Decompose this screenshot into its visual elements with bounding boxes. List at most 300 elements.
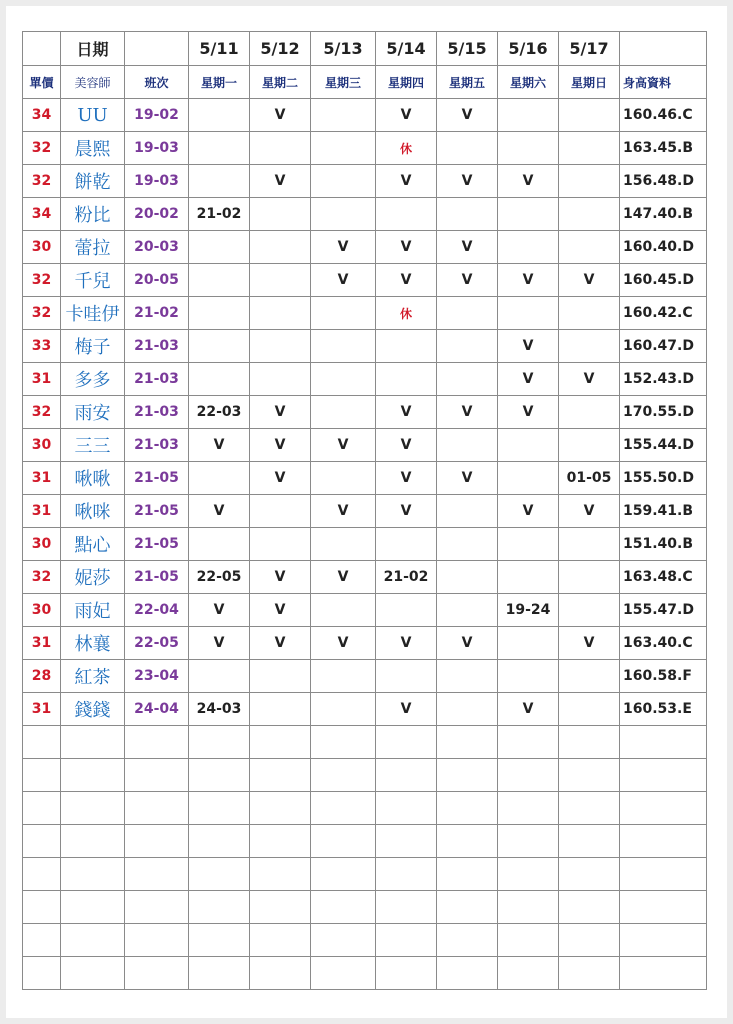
- date-title: 日期: [61, 32, 125, 66]
- empty-cell: [559, 924, 620, 957]
- weekday-cell: 星期一: [189, 66, 250, 99]
- day-cell: V: [376, 462, 437, 495]
- day-cell: [559, 693, 620, 726]
- day-cell: [498, 231, 559, 264]
- table-row: [23, 495, 707, 528]
- empty-cell: [620, 726, 707, 759]
- day-cell: 休: [376, 297, 437, 330]
- day-cell: V: [311, 495, 376, 528]
- empty-row: [23, 924, 707, 957]
- empty-cell: [23, 726, 61, 759]
- day-cell: V: [250, 99, 311, 132]
- empty-cell: [311, 726, 376, 759]
- shift-cell: 21-03: [125, 396, 189, 429]
- empty-cell: [23, 891, 61, 924]
- beautician-name: 三三: [61, 429, 125, 462]
- day-cell: V: [189, 495, 250, 528]
- day-cell: V: [250, 462, 311, 495]
- day-cell: [559, 528, 620, 561]
- empty-cell: [498, 759, 559, 792]
- height-cell: 160.40.D: [620, 231, 707, 264]
- empty-cell: [189, 759, 250, 792]
- empty-cell: [311, 858, 376, 891]
- price-cell: 32: [23, 165, 61, 198]
- day-cell: V: [559, 627, 620, 660]
- day-cell: [250, 330, 311, 363]
- day-cell: V: [376, 627, 437, 660]
- day-cell: V: [376, 693, 437, 726]
- empty-row: [23, 858, 707, 891]
- day-cell: [437, 429, 498, 462]
- beautician-name: 點心: [61, 528, 125, 561]
- day-cell: V: [437, 99, 498, 132]
- day-cell: [559, 330, 620, 363]
- beautician-name: UU: [61, 99, 125, 132]
- day-cell: [189, 99, 250, 132]
- day-cell: [376, 330, 437, 363]
- table-row: [23, 198, 707, 231]
- empty-cell: [61, 825, 125, 858]
- empty-cell: [125, 957, 189, 990]
- price-cell: 34: [23, 198, 61, 231]
- day-cell: [498, 198, 559, 231]
- day-cell: V: [498, 693, 559, 726]
- day-cell: [311, 462, 376, 495]
- day-cell: [311, 165, 376, 198]
- day-cell: [559, 429, 620, 462]
- empty-cell: [125, 726, 189, 759]
- day-cell: [498, 297, 559, 330]
- price-cell: 30: [23, 528, 61, 561]
- empty-cell: [437, 957, 498, 990]
- weekday-header-row: [23, 66, 707, 99]
- shift-cell: 21-05: [125, 528, 189, 561]
- empty-cell: [437, 924, 498, 957]
- empty-cell: [437, 858, 498, 891]
- day-cell: [559, 297, 620, 330]
- day-cell: V: [311, 429, 376, 462]
- empty-cell: [620, 792, 707, 825]
- price-cell: 31: [23, 693, 61, 726]
- shift-cell: 24-04: [125, 693, 189, 726]
- day-cell: V: [437, 264, 498, 297]
- day-cell: V: [311, 627, 376, 660]
- table-row: [23, 99, 707, 132]
- price-cell: 30: [23, 429, 61, 462]
- date-cell: 5/13: [311, 32, 376, 66]
- price-cell: 31: [23, 462, 61, 495]
- blank-header-cell: [125, 32, 189, 66]
- beautician-name: 晨熙: [61, 132, 125, 165]
- corner-cell: [23, 32, 61, 66]
- schedule-table: [22, 31, 707, 990]
- empty-cell: [620, 825, 707, 858]
- day-cell: V: [376, 495, 437, 528]
- day-cell: V: [498, 363, 559, 396]
- day-cell: V: [559, 264, 620, 297]
- day-cell: 01-05: [559, 462, 620, 495]
- empty-cell: [437, 792, 498, 825]
- day-cell: V: [311, 264, 376, 297]
- day-cell: [437, 297, 498, 330]
- price-cell: 32: [23, 561, 61, 594]
- day-cell: [559, 165, 620, 198]
- day-cell: 22-03: [189, 396, 250, 429]
- day-cell: [376, 198, 437, 231]
- day-cell: [559, 99, 620, 132]
- empty-cell: [189, 891, 250, 924]
- day-cell: V: [376, 429, 437, 462]
- day-cell: [250, 264, 311, 297]
- price-cell: 32: [23, 264, 61, 297]
- empty-cell: [189, 858, 250, 891]
- empty-cell: [559, 957, 620, 990]
- name-header: 美容師: [61, 66, 125, 99]
- weekday-cell: 星期四: [376, 66, 437, 99]
- beautician-name: 梅子: [61, 330, 125, 363]
- day-cell: [498, 561, 559, 594]
- empty-cell: [311, 891, 376, 924]
- empty-cell: [23, 858, 61, 891]
- empty-cell: [189, 924, 250, 957]
- schedule-sheet: [6, 6, 727, 1018]
- day-cell: [250, 198, 311, 231]
- table-row: [23, 693, 707, 726]
- empty-cell: [61, 792, 125, 825]
- day-cell: V: [250, 594, 311, 627]
- day-cell: V: [250, 396, 311, 429]
- day-cell: V: [311, 561, 376, 594]
- empty-cell: [250, 957, 311, 990]
- empty-cell: [61, 957, 125, 990]
- empty-cell: [620, 891, 707, 924]
- empty-cell: [23, 924, 61, 957]
- empty-cell: [498, 858, 559, 891]
- empty-cell: [189, 825, 250, 858]
- day-cell: [189, 462, 250, 495]
- empty-cell: [250, 891, 311, 924]
- empty-row: [23, 825, 707, 858]
- day-cell: [437, 561, 498, 594]
- date-cell-sunday: 5/17: [559, 32, 620, 66]
- day-cell: V: [250, 165, 311, 198]
- day-cell: [498, 429, 559, 462]
- price-cell: 28: [23, 660, 61, 693]
- height-cell: 163.48.C: [620, 561, 707, 594]
- weekday-cell: 星期五: [437, 66, 498, 99]
- empty-cell: [250, 924, 311, 957]
- day-cell: [559, 231, 620, 264]
- day-cell: V: [376, 396, 437, 429]
- empty-cell: [376, 924, 437, 957]
- table-row: [23, 594, 707, 627]
- empty-row: [23, 726, 707, 759]
- empty-cell: [250, 858, 311, 891]
- day-cell: V: [376, 264, 437, 297]
- day-cell: V: [250, 429, 311, 462]
- table-row: [23, 396, 707, 429]
- empty-cell: [61, 726, 125, 759]
- weekday-cell: 星期三: [311, 66, 376, 99]
- height-cell: 160.45.D: [620, 264, 707, 297]
- table-row: [23, 561, 707, 594]
- day-cell: [437, 693, 498, 726]
- shift-cell: 21-03: [125, 429, 189, 462]
- table-row: [23, 297, 707, 330]
- empty-row: [23, 792, 707, 825]
- empty-cell: [311, 759, 376, 792]
- day-cell: [376, 660, 437, 693]
- day-cell: [250, 231, 311, 264]
- empty-cell: [189, 726, 250, 759]
- empty-cell: [23, 792, 61, 825]
- date-cell: 5/15: [437, 32, 498, 66]
- day-cell: [250, 297, 311, 330]
- empty-cell: [498, 924, 559, 957]
- height-cell: 155.44.D: [620, 429, 707, 462]
- day-cell: [250, 495, 311, 528]
- table-row: [23, 627, 707, 660]
- beautician-name: 多多: [61, 363, 125, 396]
- empty-cell: [498, 726, 559, 759]
- day-cell: [189, 660, 250, 693]
- beautician-name: 妮莎: [61, 561, 125, 594]
- shift-cell: 21-02: [125, 297, 189, 330]
- price-cell: 34: [23, 99, 61, 132]
- empty-cell: [23, 825, 61, 858]
- day-cell: V: [311, 231, 376, 264]
- price-cell: 32: [23, 396, 61, 429]
- empty-cell: [61, 858, 125, 891]
- height-cell: 160.53.E: [620, 693, 707, 726]
- day-cell: [559, 594, 620, 627]
- day-cell: [189, 231, 250, 264]
- empty-cell: [61, 891, 125, 924]
- empty-cell: [250, 726, 311, 759]
- shift-cell: 22-04: [125, 594, 189, 627]
- beautician-name: 千兒: [61, 264, 125, 297]
- day-cell: V: [498, 495, 559, 528]
- day-cell: V: [189, 594, 250, 627]
- height-cell: 163.40.C: [620, 627, 707, 660]
- price-cell: 31: [23, 363, 61, 396]
- day-cell: [498, 462, 559, 495]
- day-cell: [376, 594, 437, 627]
- day-cell: [437, 495, 498, 528]
- height-header: 身高資料: [620, 66, 707, 99]
- price-cell: 31: [23, 495, 61, 528]
- day-cell: [559, 396, 620, 429]
- day-cell: [437, 660, 498, 693]
- day-cell: V: [189, 429, 250, 462]
- day-cell: V: [559, 495, 620, 528]
- day-cell: [189, 132, 250, 165]
- price-cell: 30: [23, 231, 61, 264]
- table-row: [23, 231, 707, 264]
- height-cell: 160.46.C: [620, 99, 707, 132]
- empty-cell: [61, 924, 125, 957]
- shift-cell: 20-03: [125, 231, 189, 264]
- day-cell: [189, 330, 250, 363]
- empty-cell: [437, 759, 498, 792]
- beautician-name: 啾啾: [61, 462, 125, 495]
- beautician-name: 卡哇伊: [61, 297, 125, 330]
- day-cell: [311, 660, 376, 693]
- empty-cell: [125, 924, 189, 957]
- beautician-name: 錢錢: [61, 693, 125, 726]
- empty-cell: [620, 957, 707, 990]
- beautician-name: 雨妃: [61, 594, 125, 627]
- empty-cell: [125, 858, 189, 891]
- height-cell: 159.41.B: [620, 495, 707, 528]
- empty-cell: [498, 891, 559, 924]
- day-cell: [498, 660, 559, 693]
- day-cell: V: [498, 396, 559, 429]
- shift-cell: 23-04: [125, 660, 189, 693]
- height-cell: 151.40.B: [620, 528, 707, 561]
- table-row: [23, 330, 707, 363]
- day-cell: V: [559, 363, 620, 396]
- day-cell: [311, 396, 376, 429]
- empty-cell: [559, 891, 620, 924]
- shift-cell: 19-03: [125, 165, 189, 198]
- shift-cell: 21-05: [125, 561, 189, 594]
- height-cell: 160.58.F: [620, 660, 707, 693]
- beautician-name: 林襄: [61, 627, 125, 660]
- beautician-name: 紅茶: [61, 660, 125, 693]
- beautician-name: 蕾拉: [61, 231, 125, 264]
- date-cell: 5/11: [189, 32, 250, 66]
- day-cell: [311, 198, 376, 231]
- day-cell: [189, 528, 250, 561]
- empty-cell: [125, 759, 189, 792]
- day-cell: [559, 198, 620, 231]
- day-cell: [498, 528, 559, 561]
- day-cell: [311, 297, 376, 330]
- shift-cell: 21-05: [125, 495, 189, 528]
- shift-cell: 20-02: [125, 198, 189, 231]
- date-header-row: [23, 32, 707, 66]
- day-cell: V: [437, 396, 498, 429]
- day-cell: V: [250, 561, 311, 594]
- empty-cell: [559, 726, 620, 759]
- shift-cell: 20-05: [125, 264, 189, 297]
- beautician-name: 雨安: [61, 396, 125, 429]
- day-cell: [376, 528, 437, 561]
- day-cell: [311, 99, 376, 132]
- empty-cell: [311, 957, 376, 990]
- day-cell: V: [376, 99, 437, 132]
- day-cell: V: [250, 627, 311, 660]
- table-row: [23, 165, 707, 198]
- table-row: [23, 528, 707, 561]
- height-cell: 155.47.D: [620, 594, 707, 627]
- empty-cell: [376, 957, 437, 990]
- height-cell: 160.47.D: [620, 330, 707, 363]
- weekday-cell-saturday: 星期六: [498, 66, 559, 99]
- day-cell: V: [498, 330, 559, 363]
- day-cell: 休: [376, 132, 437, 165]
- day-cell: 21-02: [189, 198, 250, 231]
- empty-cell: [250, 825, 311, 858]
- empty-cell: [437, 825, 498, 858]
- day-cell: V: [498, 264, 559, 297]
- day-cell: V: [376, 231, 437, 264]
- day-cell: [437, 594, 498, 627]
- empty-cell: [376, 759, 437, 792]
- empty-cell: [620, 759, 707, 792]
- empty-row: [23, 957, 707, 990]
- price-cell: 32: [23, 297, 61, 330]
- empty-cell: [311, 825, 376, 858]
- shift-cell: 19-02: [125, 99, 189, 132]
- empty-cell: [311, 792, 376, 825]
- empty-cell: [189, 792, 250, 825]
- table-row: [23, 429, 707, 462]
- day-cell: [437, 132, 498, 165]
- empty-cell: [437, 726, 498, 759]
- empty-cell: [250, 792, 311, 825]
- empty-cell: [498, 792, 559, 825]
- day-cell: [189, 363, 250, 396]
- table-row: [23, 132, 707, 165]
- height-cell: 160.42.C: [620, 297, 707, 330]
- day-cell: [498, 132, 559, 165]
- height-cell: 155.50.D: [620, 462, 707, 495]
- day-cell: [311, 330, 376, 363]
- day-cell: V: [437, 627, 498, 660]
- empty-cell: [125, 825, 189, 858]
- date-cell-saturday: 5/16: [498, 32, 559, 66]
- empty-cell: [559, 825, 620, 858]
- empty-cell: [376, 891, 437, 924]
- empty-cell: [23, 957, 61, 990]
- empty-cell: [376, 792, 437, 825]
- day-cell: V: [376, 165, 437, 198]
- day-cell: V: [189, 627, 250, 660]
- table-row: [23, 462, 707, 495]
- empty-cell: [311, 924, 376, 957]
- price-cell: 30: [23, 594, 61, 627]
- empty-cell: [376, 726, 437, 759]
- empty-cell: [189, 957, 250, 990]
- day-cell: [437, 330, 498, 363]
- day-cell: [376, 363, 437, 396]
- empty-cell: [376, 825, 437, 858]
- height-cell: 147.40.B: [620, 198, 707, 231]
- day-cell: [559, 132, 620, 165]
- empty-row: [23, 759, 707, 792]
- empty-cell: [23, 759, 61, 792]
- day-cell: [250, 132, 311, 165]
- day-cell: [189, 165, 250, 198]
- height-cell: 152.43.D: [620, 363, 707, 396]
- empty-cell: [125, 891, 189, 924]
- empty-cell: [559, 759, 620, 792]
- day-cell: [250, 660, 311, 693]
- day-cell: [498, 99, 559, 132]
- table-row: [23, 264, 707, 297]
- table-row: [23, 363, 707, 396]
- day-cell: [311, 693, 376, 726]
- day-cell: [498, 627, 559, 660]
- day-cell: [437, 363, 498, 396]
- beautician-name: 餅乾: [61, 165, 125, 198]
- beautician-name: 啾咪: [61, 495, 125, 528]
- blank-header-cell: [620, 32, 707, 66]
- empty-cell: [498, 957, 559, 990]
- day-cell: V: [498, 165, 559, 198]
